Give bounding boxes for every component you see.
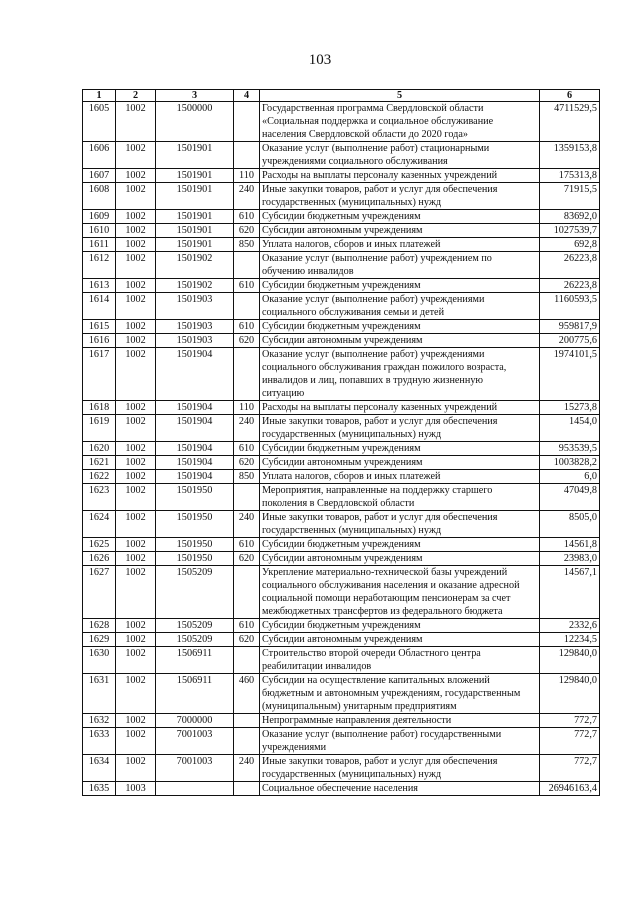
table-row (83, 415, 600, 442)
target-article-code: 1501903 (156, 334, 234, 348)
row-description: Государственная программа Свердловской области «Социальная поддержка и социальное обслуживание населения Свердловской области до 2020 года» (260, 102, 540, 142)
table-row (83, 511, 600, 538)
expense-type-code (234, 252, 260, 279)
target-article-code (156, 782, 234, 796)
row-number: 1624 (83, 511, 116, 538)
row-amount: 959817,9 (540, 320, 600, 334)
table-row (83, 293, 600, 320)
row-amount: 1974101,5 (540, 348, 600, 401)
row-description: Расходы на выплаты персоналу казенных учреждений (260, 401, 540, 415)
row-number: 1620 (83, 442, 116, 456)
expense-type-code (234, 348, 260, 401)
expense-type-code: 620 (234, 456, 260, 470)
expense-type-code (234, 714, 260, 728)
table-row (83, 647, 600, 674)
row-number: 1629 (83, 633, 116, 647)
target-article-code: 7001003 (156, 728, 234, 755)
table-row (83, 442, 600, 456)
target-article-code: 1501903 (156, 293, 234, 320)
row-number: 1622 (83, 470, 116, 484)
expense-type-code: 610 (234, 210, 260, 224)
row-description: Уплата налогов, сборов и иных платежей (260, 238, 540, 252)
expense-type-code (234, 102, 260, 142)
table-row (83, 142, 600, 169)
section-code: 1002 (116, 401, 156, 415)
expense-type-code: 620 (234, 633, 260, 647)
target-article-code: 1505209 (156, 566, 234, 619)
target-article-code: 1501950 (156, 538, 234, 552)
table-row (83, 755, 600, 782)
section-code: 1002 (116, 566, 156, 619)
row-amount: 772,7 (540, 714, 600, 728)
row-amount: 71915,5 (540, 183, 600, 210)
target-article-code: 1505209 (156, 619, 234, 633)
row-description: Строительство второй очереди Областного центра реабилитации инвалидов (260, 647, 540, 674)
section-code: 1002 (116, 619, 156, 633)
row-amount: 2332,6 (540, 619, 600, 633)
row-amount: 772,7 (540, 755, 600, 782)
row-description: Социальное обеспечение населения (260, 782, 540, 796)
row-number: 1607 (83, 169, 116, 183)
section-code: 1002 (116, 142, 156, 169)
row-amount: 692,8 (540, 238, 600, 252)
row-amount: 1003828,2 (540, 456, 600, 470)
row-amount: 47049,8 (540, 484, 600, 511)
section-code: 1002 (116, 484, 156, 511)
section-code: 1002 (116, 238, 156, 252)
target-article-code: 1501950 (156, 552, 234, 566)
row-number: 1608 (83, 183, 116, 210)
target-article-code: 1501901 (156, 183, 234, 210)
row-number: 1625 (83, 538, 116, 552)
row-number: 1627 (83, 566, 116, 619)
expense-type-code: 110 (234, 169, 260, 183)
table-row (83, 102, 600, 142)
table-row (83, 456, 600, 470)
target-article-code: 1501902 (156, 279, 234, 293)
row-number: 1614 (83, 293, 116, 320)
section-code: 1002 (116, 224, 156, 238)
row-number: 1618 (83, 401, 116, 415)
row-description: Субсидии автономным учреждениям (260, 224, 540, 238)
row-description: Субсидии автономным учреждениям (260, 334, 540, 348)
row-amount: 200775,6 (540, 334, 600, 348)
section-code: 1002 (116, 348, 156, 401)
expense-type-code (234, 293, 260, 320)
row-amount: 129840,0 (540, 674, 600, 714)
budget-table (82, 89, 600, 796)
target-article-code: 1501904 (156, 415, 234, 442)
expense-type-code (234, 782, 260, 796)
table-row (83, 633, 600, 647)
table-row (83, 484, 600, 511)
row-amount: 26946163,4 (540, 782, 600, 796)
row-description: Оказание услуг (выполнение работ) стационарными учреждениями социального обслуживания (260, 142, 540, 169)
target-article-code: 1501901 (156, 142, 234, 169)
row-number: 1621 (83, 456, 116, 470)
row-amount: 4711529,5 (540, 102, 600, 142)
header-row (83, 90, 600, 102)
section-code: 1002 (116, 442, 156, 456)
target-article-code: 1501901 (156, 224, 234, 238)
table-row (83, 320, 600, 334)
row-amount: 14561,8 (540, 538, 600, 552)
section-code: 1002 (116, 210, 156, 224)
row-amount: 8505,0 (540, 511, 600, 538)
expense-type-code: 610 (234, 320, 260, 334)
section-code: 1002 (116, 320, 156, 334)
row-amount: 83692,0 (540, 210, 600, 224)
row-number: 1623 (83, 484, 116, 511)
row-amount: 15273,8 (540, 401, 600, 415)
expense-type-code: 610 (234, 442, 260, 456)
row-description: Субсидии автономным учреждениям (260, 456, 540, 470)
row-number: 1616 (83, 334, 116, 348)
expense-type-code (234, 647, 260, 674)
section-code: 1003 (116, 782, 156, 796)
row-amount: 1359153,8 (540, 142, 600, 169)
section-code: 1002 (116, 415, 156, 442)
target-article-code: 1506911 (156, 647, 234, 674)
expense-type-code: 620 (234, 552, 260, 566)
expense-type-code (234, 484, 260, 511)
table-row (83, 538, 600, 552)
section-code: 1002 (116, 279, 156, 293)
section-code: 1002 (116, 755, 156, 782)
expense-type-code: 240 (234, 511, 260, 538)
expense-type-code (234, 566, 260, 619)
expense-type-code: 620 (234, 224, 260, 238)
expense-type-code: 240 (234, 755, 260, 782)
row-description: Субсидии бюджетным учреждениям (260, 619, 540, 633)
row-description: Оказание услуг (выполнение работ) учреждениями социального обслуживания семьи и детей (260, 293, 540, 320)
target-article-code: 1505209 (156, 633, 234, 647)
row-number: 1633 (83, 728, 116, 755)
row-description: Субсидии бюджетным учреждениям (260, 279, 540, 293)
row-description: Расходы на выплаты персоналу казенных учреждений (260, 169, 540, 183)
target-article-code: 1501903 (156, 320, 234, 334)
row-number: 1613 (83, 279, 116, 293)
expense-type-code (234, 728, 260, 755)
section-code: 1002 (116, 334, 156, 348)
target-article-code: 1501950 (156, 484, 234, 511)
row-description: Иные закупки товаров, работ и услуг для обеспечения государственных (муниципальных) нужд (260, 755, 540, 782)
row-description: Непрограммные направления деятельности (260, 714, 540, 728)
table-row (83, 224, 600, 238)
row-amount: 772,7 (540, 728, 600, 755)
expense-type-code: 850 (234, 470, 260, 484)
row-number: 1617 (83, 348, 116, 401)
row-amount: 12234,5 (540, 633, 600, 647)
row-description: Уплата налогов, сборов и иных платежей (260, 470, 540, 484)
header-col-2: 2 (116, 90, 156, 102)
target-article-code: 1501904 (156, 442, 234, 456)
table-row (83, 728, 600, 755)
target-article-code: 1506911 (156, 674, 234, 714)
target-article-code: 1501904 (156, 456, 234, 470)
target-article-code: 1501904 (156, 348, 234, 401)
row-amount: 1160593,5 (540, 293, 600, 320)
section-code: 1002 (116, 633, 156, 647)
expense-type-code: 850 (234, 238, 260, 252)
row-amount: 26223,8 (540, 279, 600, 293)
row-number: 1612 (83, 252, 116, 279)
row-amount: 1027539,7 (540, 224, 600, 238)
row-number: 1630 (83, 647, 116, 674)
row-description: Субсидии бюджетным учреждениям (260, 442, 540, 456)
table-row (83, 619, 600, 633)
row-description: Мероприятия, направленные на поддержку старшего поколения в Свердловской области (260, 484, 540, 511)
row-number: 1611 (83, 238, 116, 252)
section-code: 1002 (116, 169, 156, 183)
target-article-code: 1501901 (156, 238, 234, 252)
table-row (83, 566, 600, 619)
row-number: 1628 (83, 619, 116, 633)
section-code: 1002 (116, 647, 156, 674)
table-row (83, 169, 600, 183)
row-description: Иные закупки товаров, работ и услуг для обеспечения государственных (муниципальных) нужд (260, 183, 540, 210)
expense-type-code (234, 142, 260, 169)
row-amount: 26223,8 (540, 252, 600, 279)
expense-type-code: 110 (234, 401, 260, 415)
row-number: 1631 (83, 674, 116, 714)
section-code: 1002 (116, 183, 156, 210)
section-code: 1002 (116, 538, 156, 552)
table-row (83, 552, 600, 566)
row-amount: 175313,8 (540, 169, 600, 183)
row-number: 1632 (83, 714, 116, 728)
header-col-4: 4 (234, 90, 260, 102)
target-article-code: 1501901 (156, 210, 234, 224)
target-article-code: 1500000 (156, 102, 234, 142)
section-code: 1002 (116, 714, 156, 728)
section-code: 1002 (116, 293, 156, 320)
table-row (83, 401, 600, 415)
section-code: 1002 (116, 102, 156, 142)
table-row (83, 252, 600, 279)
row-description: Субсидии бюджетным учреждениям (260, 320, 540, 334)
table-row (83, 470, 600, 484)
row-description: Оказание услуг (выполнение работ) государственными учреждениями (260, 728, 540, 755)
row-number: 1626 (83, 552, 116, 566)
expense-type-code: 240 (234, 415, 260, 442)
table-row (83, 210, 600, 224)
target-article-code: 1501902 (156, 252, 234, 279)
table-row (83, 674, 600, 714)
row-number: 1615 (83, 320, 116, 334)
row-number: 1605 (83, 102, 116, 142)
section-code: 1002 (116, 552, 156, 566)
expense-type-code: 610 (234, 279, 260, 293)
target-article-code: 1501904 (156, 401, 234, 415)
row-description: Субсидии бюджетным учреждениям (260, 210, 540, 224)
row-number: 1635 (83, 782, 116, 796)
expense-type-code: 240 (234, 183, 260, 210)
section-code: 1002 (116, 456, 156, 470)
section-code: 1002 (116, 674, 156, 714)
row-description: Субсидии бюджетным учреждениям (260, 538, 540, 552)
row-number: 1606 (83, 142, 116, 169)
table-row (83, 714, 600, 728)
section-code: 1002 (116, 470, 156, 484)
row-amount: 129840,0 (540, 647, 600, 674)
target-article-code: 7001003 (156, 755, 234, 782)
row-number: 1609 (83, 210, 116, 224)
table-row (83, 782, 600, 796)
expense-type-code: 620 (234, 334, 260, 348)
row-description: Оказание услуг (выполнение работ) учреждением по обучению инвалидов (260, 252, 540, 279)
row-description: Иные закупки товаров, работ и услуг для обеспечения государственных (муниципальных) нужд (260, 415, 540, 442)
section-code: 1002 (116, 252, 156, 279)
row-description: Субсидии автономным учреждениям (260, 552, 540, 566)
header-col-1: 1 (83, 90, 116, 102)
row-description: Иные закупки товаров, работ и услуг для обеспечения государственных (муниципальных) нужд (260, 511, 540, 538)
row-amount: 6,0 (540, 470, 600, 484)
table-row (83, 238, 600, 252)
table-row (83, 183, 600, 210)
header-col-3: 3 (156, 90, 234, 102)
row-description: Субсидии автономным учреждениям (260, 633, 540, 647)
target-article-code: 1501904 (156, 470, 234, 484)
header-col-6: 6 (540, 90, 600, 102)
expense-type-code: 610 (234, 538, 260, 552)
row-description: Укрепление материально-технической базы учреждений социального обслуживания населения и оказание адресной социальной помощи неработающим пенсионерам за счет межбюджетных трансфертов из федерального бюджета (260, 566, 540, 619)
expense-type-code: 610 (234, 619, 260, 633)
table-row (83, 348, 600, 401)
row-number: 1634 (83, 755, 116, 782)
target-article-code: 1501901 (156, 169, 234, 183)
section-code: 1002 (116, 511, 156, 538)
target-article-code: 7000000 (156, 714, 234, 728)
table-row (83, 279, 600, 293)
expense-type-code: 460 (234, 674, 260, 714)
row-amount: 23983,0 (540, 552, 600, 566)
header-col-5: 5 (260, 90, 540, 102)
target-article-code: 1501950 (156, 511, 234, 538)
table-row (83, 334, 600, 348)
row-description: Оказание услуг (выполнение работ) учреждениями социального обслуживания граждан пожилого возраста, инвалидов и лиц, попавших в трудную жизненную ситуацию (260, 348, 540, 401)
row-description: Субсидии на осуществление капитальных вложений бюджетным и автономным учреждениям, государственным (муниципальным) унитарным предприятиям (260, 674, 540, 714)
row-amount: 14567,1 (540, 566, 600, 619)
row-amount: 953539,5 (540, 442, 600, 456)
section-code: 1002 (116, 728, 156, 755)
page-number: 103 (308, 52, 332, 68)
row-number: 1619 (83, 415, 116, 442)
row-amount: 1454,0 (540, 415, 600, 442)
row-number: 1610 (83, 224, 116, 238)
